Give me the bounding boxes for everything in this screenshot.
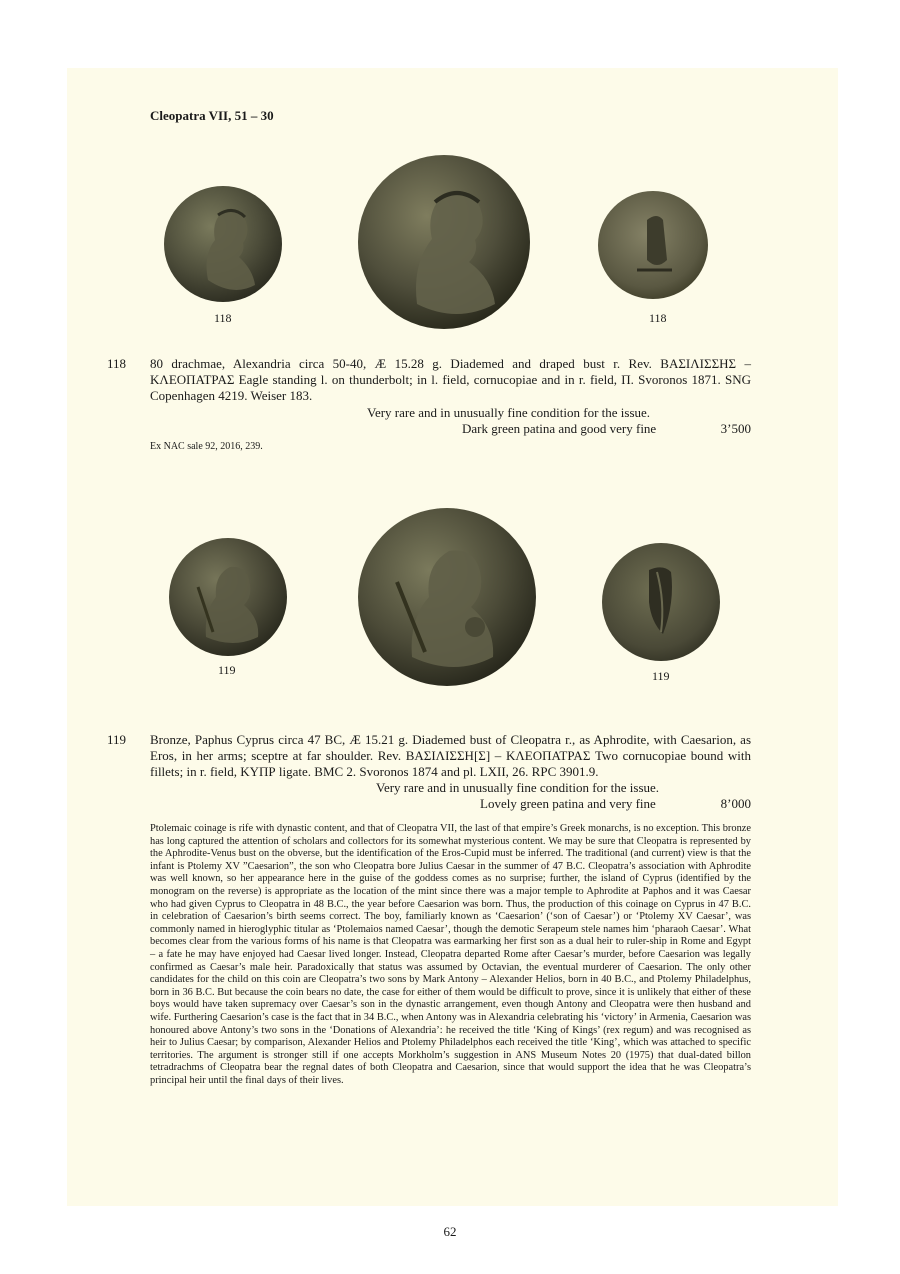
coin-caption: 119 — [218, 663, 236, 677]
coin-caption: 119 — [652, 669, 670, 683]
section-heading: Cleopatra VII, 51 – 30 — [150, 108, 274, 123]
coin-119-reverse-image — [601, 542, 721, 662]
coin-caption: 118 — [649, 311, 667, 325]
page-number: 62 — [443, 1224, 457, 1239]
condition-rarity: Very rare and in unusually fine condition for the issue. — [367, 405, 651, 420]
lot-description: 80 drachmae, Alexandria circa 50-40, Æ 15.28 g. Diademed and draped bust r. Rev. ΒΑΣΙΛΙΣΣΗΣ – ΚΛΕΟΠΑΤΡΑΣ Eagle standing l. on thunderbolt; in l. field, cornucopiae and in r. field, Π. Svoronos 1871. SNG Copenhagen 4219. Weiser 183. — [150, 356, 751, 403]
coin-119-obverse-large-image — [357, 507, 537, 687]
condition-grade: Dark green patina and good very fine — [462, 421, 657, 436]
coin-118-obverse-large-image — [357, 154, 532, 330]
coin-caption: 118 — [214, 311, 232, 325]
commentary-paragraph: Ptolemaic coinage is rife with dynastic content, and that of Cleopatra VII, the last of that empire’s Greek monarchs, is no exception. This bronze has long captured the attention of scholars and collectors for its somewhat mysterious content. We may be sure that Cleopatra is represented by the Aphrodite-Venus bust on the obverse, but the identification of the Eros-Cupid must be inferred. The traditional (and current) view is that the infant is Ptolemy XV ”Caesarion”, the son who Cleopatra bore Julius Caesar in the summer of 47 B.C. Cleopatra’s association with Aphrodite was well known, so her appearance here in the guise of the goddess comes as no surprise; further, the island of Cyprus (identified by the monogram on the reverse) is appropriate as the location of the mint since there was a major temple to Aphrodite at Paphos and it was Caesar who had given Cyprus to Cleopatra in 48 B.C., the year before Caesarion was born. Thus, the production of this coinage on Cyprus in 47 B.C. in celebration of Caesarion’s birth seems correct. The boy, familiarly known as ‘Caesarion’ (‘son of Caesar’) or ‘Ptolemy XV Caesar’, was commonly named in hieroglyphic titular as ‘Ptolemaios named Caesar’, though the demotic Serapeum stele names him ‘pharaoh Caesar’. What becomes clear from the various forms of his name is that Cleopatra was earmarking her first son as a dual heir to ruler-ship in Rome and Egypt – a fate he may have enjoyed had Caesar lived longer. Instead, Cleopatra departed Rome after Caesar’s murder, before Caesarion was legally confirmed as Caesar’s male heir. Paradoxically that status was assumed by Octavian, the eventual murderer of Caesarion. The only other candidates for the child on this coin are Cleopatra’s two sons by Mark Antony – Alexander Helios, born in 40 B.C., and Ptolemy Philadelphus, born in 36 B.C. But because the coin bears no date, the case for either of them would be difficult to prove, since it is unlikely that either of these boys would have taken supremacy over Caesar’s son in the dynastic arrangement, even though Antony and Cleopatra were then husband and wife. Furthering Caesarion’s case is the fact that in 34 B.C., when Antony was in Alexandria celebrating his ‘victory’ in Armenia, Caesarion was honoured above Antony’s two sons in the ‘Donations of Alexandria’: he received the title ‘King of Kings’ (rex regum) and was recognised as heir to Julius Caesar; by comparison, Alexander Helios and Ptolemy Philadelphos each received the title ‘King’, which was attached to specific territories. The argument is stronger still if one accepts Morkholm’s suggestion in ANS Museum Notes 20 (1975) that dual-dated billon tetradrachms of Cleopatra bear the regnal dates of both Cleopatra and Caesarion, since that would support the idea that he was Cleopatra’s principal heir until the final days of their lives. — [150, 823, 751, 1086]
coin-118-reverse-image — [597, 190, 709, 300]
condition-grade: Lovely green patina and very fine — [480, 796, 656, 811]
lot-price: 3’500 — [720, 421, 751, 436]
provenance: Ex NAC sale 92, 2016, 239. — [150, 441, 263, 452]
lot-description: Bronze, Paphus Cyprus circa 47 BC, Æ 15.21 g. Diademed bust of Cleopatra r., as Aphrodite, with Caesarion, as Eros, in her arms; sceptre at far shoulder. Rev. ΒΑΣΙΛΙΣΣΗ[Σ] – ΚΛΕΟΠΑΤΡΑΣ Two cornucopiae bound with fillets; in r. field, ΚΥΠΡ ligate. BMC 2. Svoronos 1874 and pl. LXII, 26. RPC 3901.9. — [150, 732, 751, 779]
coin-118-obverse-small-image — [163, 185, 283, 303]
coin-119-obverse-small-image — [168, 537, 288, 657]
lot-price: 8’000 — [720, 796, 751, 811]
lot-number: 119 — [107, 732, 127, 747]
condition-rarity: Very rare and in unusually fine condition for the issue. — [376, 780, 660, 795]
lot-number: 118 — [107, 356, 127, 371]
